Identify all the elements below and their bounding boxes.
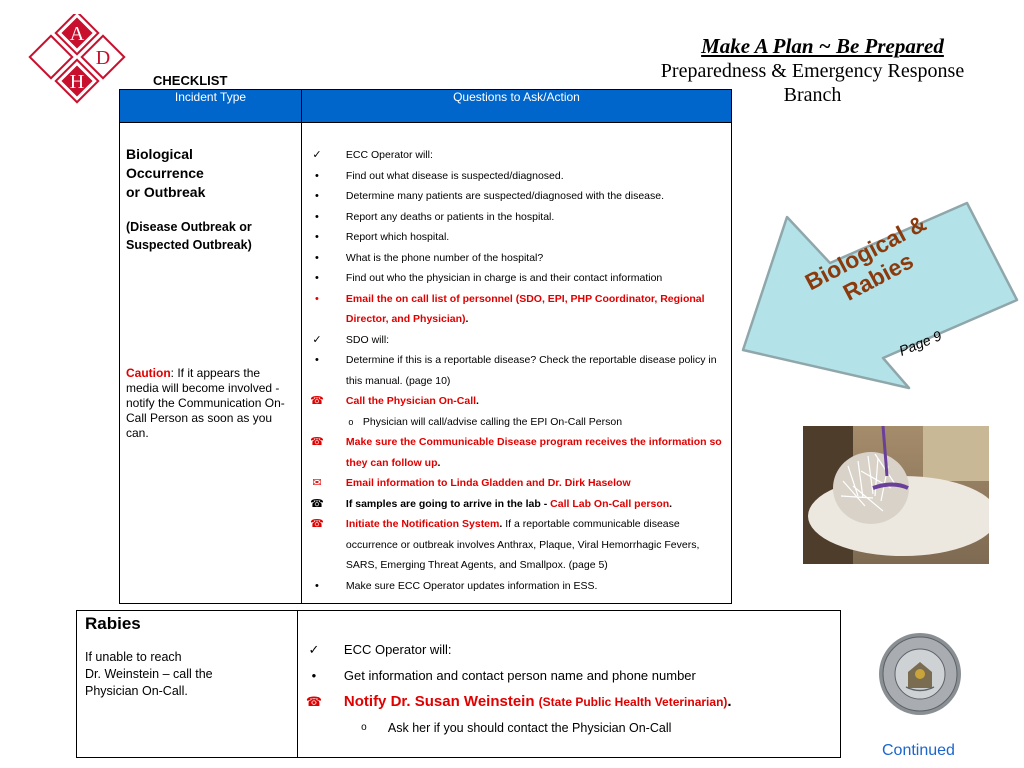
action-item-text: Email information to Linda Gladden and Dr. Dirk Haselow	[345, 477, 631, 489]
phone-icon: ☎	[310, 436, 324, 448]
caution-label: Caution	[126, 366, 171, 380]
action-item-text: Find out who the physician in charge is and their contact information	[345, 272, 663, 284]
column-header-questions: Questions to Ask/Action	[301, 90, 731, 123]
action-item-text: Determine many patients are suspected/diagnosed with the disease.	[345, 190, 665, 202]
phone-icon: ☎	[310, 518, 324, 530]
action-item-text: Email the on call list of personnel (SDO, EPI, PHP Coordinator, Regional Director, and Physician)	[345, 292, 705, 325]
action-item-text: ECC Operator will:	[343, 642, 452, 657]
caution-text: : If it appears the media will become involved - notify the Communication On-Call Person as soon as you can.	[126, 366, 285, 440]
action-item	[302, 330, 731, 351]
logo-letter-a: A	[69, 23, 85, 45]
page-subtitle: Preparedness & Emergency Response Branch	[660, 60, 965, 106]
rabies-incident-cell	[77, 611, 298, 758]
rabies-checklist-table	[76, 610, 841, 758]
phone-icon: ☎	[310, 497, 324, 510]
phone-icon: ☎	[310, 395, 324, 407]
biological-rabies-arrow	[735, 195, 1024, 395]
action-item-text: Report any deaths or patients in the hospital.	[345, 210, 555, 223]
phone-icon: ☎	[305, 694, 323, 709]
action-item	[302, 227, 731, 248]
action-item-text: Make sure ECC Operator updates information in ESS.	[345, 579, 598, 592]
action-item	[298, 637, 840, 663]
action-item	[302, 412, 731, 433]
incident-type-cell	[120, 123, 302, 604]
action-item	[302, 248, 731, 269]
action-item-punctuation: .	[499, 518, 503, 530]
action-item-highlight: Call Lab On-Call person	[550, 497, 670, 510]
action-item	[302, 576, 731, 597]
action-item	[302, 350, 731, 391]
envelope-icon: ✉	[312, 477, 322, 489]
action-item	[302, 514, 731, 576]
checkmark-icon: ✓	[308, 642, 320, 657]
bullet-icon: •	[314, 231, 319, 243]
bullet-icon: •	[314, 579, 319, 592]
sub-bullet-icon: o	[361, 722, 367, 733]
sub-bullet-icon: o	[348, 416, 354, 427]
action-item	[298, 689, 840, 715]
action-item-text: Initiate the Notification System	[345, 518, 500, 530]
action-item	[302, 207, 731, 228]
action-item-text: What is the phone number of the hospital?	[345, 251, 544, 264]
logo-letter-d: D	[95, 47, 111, 69]
bullet-icon: •	[311, 668, 317, 683]
action-item	[298, 663, 840, 689]
action-item-punctuation: .	[727, 693, 732, 710]
action-item	[302, 166, 731, 187]
action-item	[302, 186, 731, 207]
arrow-label: Biological & Rabies	[800, 209, 931, 306]
action-item	[302, 473, 731, 494]
biological-checklist-table	[119, 89, 732, 604]
porcupine-quills-dog-photo	[803, 426, 989, 564]
action-item-detail: If a reportable communicable disease occurrence or outbreak involves Anthrax, Plaque, Viral Hemorrhagic Fevers, SARS, Emerging Threat Agents, and Smallpox. (page 5)	[345, 518, 700, 571]
action-item	[302, 268, 731, 289]
action-item-text: Report which hospital.	[345, 231, 450, 243]
action-list	[302, 123, 731, 596]
bullet-icon: •	[314, 272, 319, 284]
bullet-icon: •	[314, 210, 319, 223]
bullet-icon: •	[314, 169, 319, 182]
incident-subtitle: (Disease Outbreak or Suspected Outbreak)	[126, 220, 252, 252]
action-item-text: Notify Dr. Susan Weinstein	[343, 693, 539, 710]
action-item-text: ECC Operator will:	[345, 149, 433, 161]
logo-letter-h: H	[69, 71, 85, 93]
action-item	[302, 391, 731, 412]
action-item-text: Get information and contact person name and phone number	[343, 668, 696, 683]
action-item	[302, 432, 731, 473]
checklist-title: CHECKLIST	[153, 73, 228, 88]
action-item	[302, 145, 731, 166]
action-item-text: Find out what disease is suspected/diagnosed.	[345, 169, 564, 182]
rabies-actions-cell	[297, 611, 840, 758]
action-item-text: SDO will:	[345, 333, 390, 346]
checkmark-icon: ✓	[312, 149, 322, 161]
action-item	[298, 715, 840, 741]
action-item-text: Physician will call/advise calling the EPI On-Call Person	[362, 415, 623, 428]
action-item-highlight: (State Public Health Veterinarian)	[538, 695, 728, 709]
action-item	[302, 494, 731, 515]
arkansas-state-seal	[878, 632, 962, 716]
page-reference: Page 9	[896, 327, 944, 359]
rabies-subtitle: If unable to reach Dr. Weinstein – call the Physician On-Call.	[85, 650, 213, 698]
bullet-icon: •	[314, 354, 319, 366]
action-item-text: Call the Physician On-Call	[345, 395, 477, 407]
action-item-text: Make sure the Communicable Disease program receives the information so they can follow up	[345, 436, 722, 469]
actions-cell	[301, 123, 731, 604]
action-item-text: If samples are going to arrive in the lab -	[345, 497, 551, 510]
checkmark-icon: ✓	[312, 333, 322, 346]
bullet-icon: •	[314, 251, 319, 264]
bullet-icon: •	[314, 292, 319, 305]
column-header-incident-type: Incident Type	[120, 90, 302, 123]
action-item-punctuation: .	[465, 313, 469, 325]
action-item-text: Determine if this is a reportable disease? Check the reportable disease policy in this manual. (page 10)	[345, 354, 717, 387]
action-item-text: Ask her if you should contact the Physician On-Call	[387, 721, 672, 735]
action-item-punctuation: .	[669, 497, 673, 510]
continued-label: Continued	[882, 742, 955, 759]
caution-note	[126, 366, 295, 441]
incident-title: Biological Occurrence or Outbreak	[126, 146, 206, 200]
rabies-action-list	[298, 611, 840, 741]
bullet-icon: •	[314, 190, 319, 202]
action-item-punctuation: .	[476, 395, 479, 407]
page-title: Make A Plan ~ Be Prepared	[701, 34, 944, 58]
action-item	[302, 289, 731, 330]
adh-logo	[28, 14, 128, 110]
rabies-title: Rabies	[85, 614, 141, 633]
action-item-punctuation: .	[437, 456, 441, 469]
